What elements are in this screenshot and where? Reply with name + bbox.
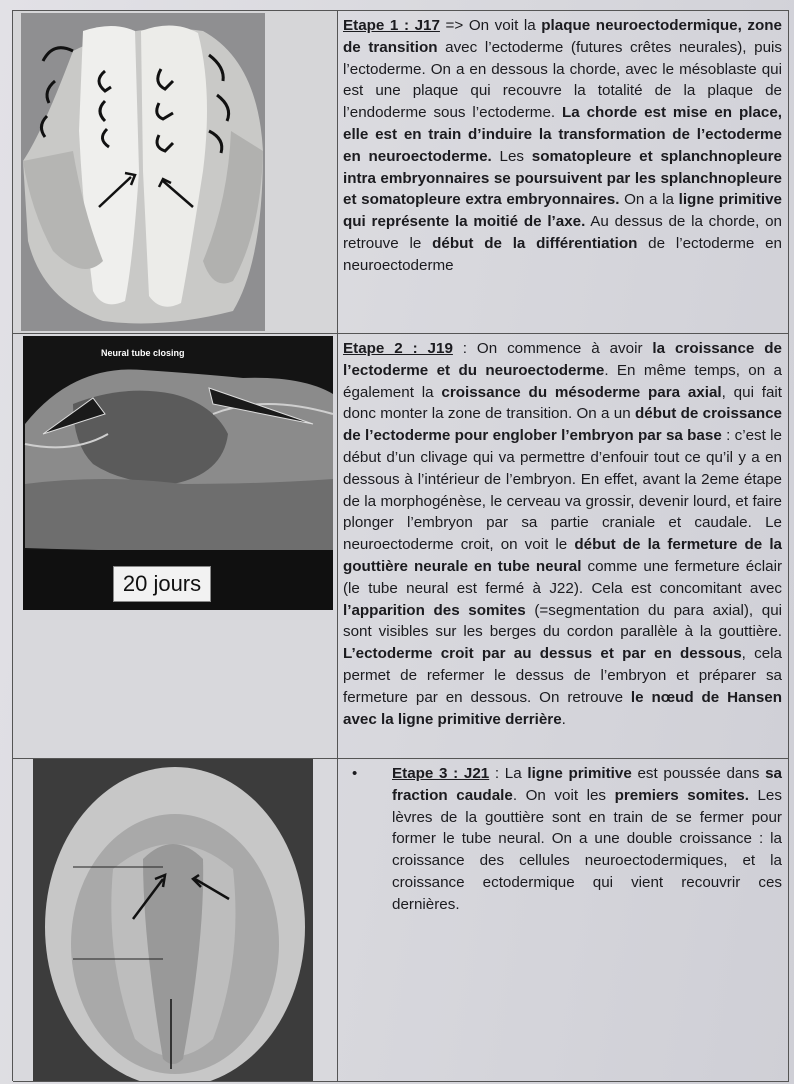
- bold-text-segment: premiers somites.: [614, 786, 749, 804]
- bold-text-segment: le nœud de Hansen avec la ligne primitive derrière: [343, 688, 782, 728]
- bold-text-segment: somatopleure et splanchnopleure intra embryonnaires se poursuivent par les splanchnopleure et somatopleure extra embryonnaires.: [343, 147, 782, 209]
- text-segment: , cela permet de refermer le dessus de l’embryon et préparer sa fermeture par en dessous. On retrouve: [343, 645, 782, 706]
- bold-text-segment: début de croissance de l’ectoderme pour englober l’embryon par sa base: [343, 405, 782, 445]
- table-row-etape-3: [13, 759, 789, 1082]
- text-segment: On a la: [619, 191, 679, 209]
- embryo-j21-micrograph: [13, 759, 337, 1081]
- rich-text: [392, 765, 782, 913]
- text-segment: comme une fermeture éclair (le tube neural est fermé à J22). Cela est concomitant avec: [343, 557, 782, 597]
- text-segment: , qui fait donc monter la zone de transition. On a un: [343, 383, 783, 423]
- embryo-j19-micrograph: [13, 334, 337, 758]
- etape-1-text: [343, 15, 782, 277]
- bold-text-segment: ligne primitive qui représente la moitié de l’axe.: [343, 191, 783, 231]
- etape-3-text: [392, 763, 782, 916]
- text-segment: : c’est le début d’un clivage qui va permettre d’enfouir tout ce qu’il y a en dessous à l’intérieur de l’embryon. En effet, avant la 2eme étape de la morphogénèse, le cerveau va grossir, devenir lourd, et faire plonger l’embryon par sa partie craniale et caudale. Le neuroectoderme croit, on voit le: [343, 427, 782, 554]
- etape-3-heading: Etape 3 : J21: [392, 765, 490, 782]
- text-segment: : On commence à avoir: [452, 340, 653, 357]
- text-segment: est poussée dans: [631, 765, 766, 782]
- bold-text-segment: ligne primitive: [527, 765, 632, 782]
- bullet-icon: •: [352, 765, 358, 782]
- bold-text-segment: La chorde est mise en place, elle est en train d’induire la transformation de l’ectoderme en neuroectoderme.: [343, 104, 783, 165]
- bold-text-segment: début de la différentiation: [432, 234, 638, 252]
- etape-1-heading: Etape 1 : J17: [343, 17, 440, 34]
- embryo-j17-micrograph: [13, 11, 337, 333]
- bold-text-segment: sa fraction caudale: [392, 765, 782, 804]
- table-row-etape-2: [13, 334, 789, 759]
- etape-2-text: [343, 338, 782, 730]
- bold-text-segment: la croissance de l’ectoderme et du neuroectoderme: [343, 340, 782, 379]
- bold-text-segment: plaque neuroectodermique, zone de transition: [343, 17, 782, 56]
- text-segment: Les lèvres de la gouttière sont en train de se fermer pour former le tube neural. On a une double croissance : la croissance des cellules neuroectodermiques, et la croissance ectodermique qui vient recouvrir ces dernières.: [392, 786, 782, 913]
- image-label-20-jours: 20 jours: [113, 566, 211, 602]
- text-segment: : La: [489, 765, 528, 782]
- bold-text-segment: début de la fermeture de la gouttière neurale en tube neural: [343, 536, 782, 575]
- bold-text-segment: croissance du mésoderme para axial: [441, 383, 722, 401]
- image-cell: [13, 11, 338, 333]
- text-segment: . En même temps, on a également la: [343, 361, 782, 401]
- rich-text: [343, 340, 782, 728]
- stages-table: [12, 10, 789, 1081]
- text-segment: => On voit la: [439, 17, 542, 34]
- text-cell: [338, 334, 789, 758]
- bold-text-segment: l’apparition des somites: [343, 601, 526, 619]
- text-segment: de l’ectoderme en neuroectoderme: [343, 234, 782, 274]
- image-cell: [13, 334, 338, 758]
- etape-2-heading: Etape 2 : J19: [343, 340, 453, 357]
- text-segment: Les: [491, 147, 532, 165]
- bold-text-segment: L’ectoderme croit par au dessus et par en dessous: [343, 645, 742, 663]
- text-cell: [338, 759, 789, 1081]
- text-segment: (=segmentation du para axial), qui sont visibles sur les berges du cordon parallèle à la gouttière.: [343, 601, 783, 641]
- image-cell: [13, 759, 338, 1081]
- text-cell: [338, 11, 789, 333]
- text-segment: Au dessus de la chorde, on retrouve le: [343, 213, 782, 252]
- table-row-etape-1: [13, 11, 789, 334]
- rich-text: [343, 17, 782, 274]
- image-title: Neural tube closing: [101, 348, 185, 358]
- text-segment: avec l’ectoderme (futures crêtes neurales), puis l’ectoderme. On a en dessous la chorde, avec le mésoblaste qui est une plaque qui recouvre la totalité de la plaque de l’endoderme sous l’ectoderme.: [343, 38, 782, 122]
- text-segment: .: [561, 710, 566, 728]
- text-segment: . On voit les: [512, 786, 615, 804]
